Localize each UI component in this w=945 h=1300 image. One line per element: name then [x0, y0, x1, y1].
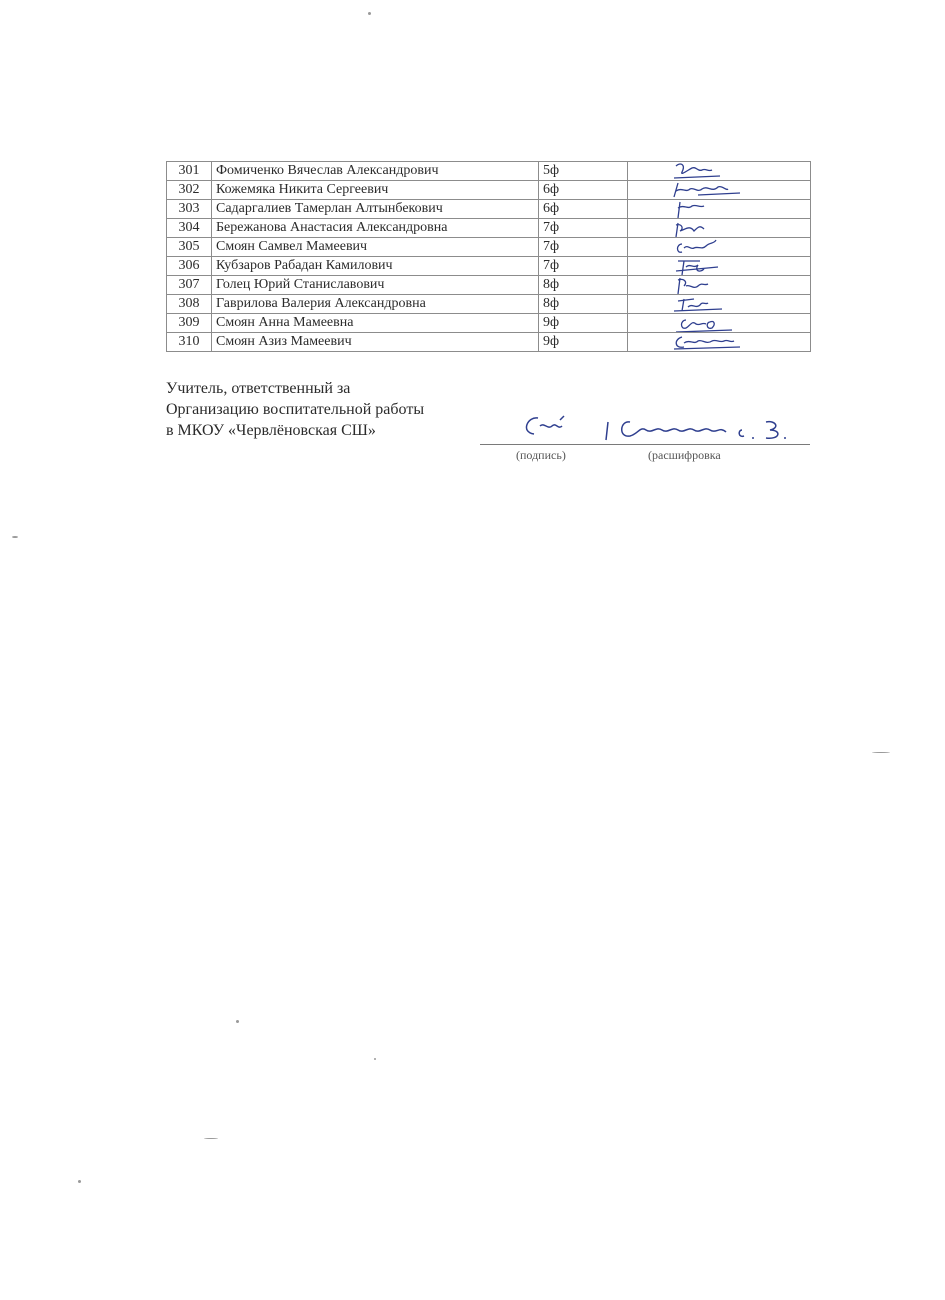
- row-number: 303: [167, 200, 212, 219]
- table-row: [167, 200, 811, 219]
- scan-speck: [368, 12, 371, 15]
- student-signature: [628, 295, 811, 314]
- student-signature: [628, 314, 811, 333]
- scan-speck: [872, 752, 890, 753]
- student-signature: [628, 162, 811, 181]
- class-cell: 9ф: [539, 333, 628, 352]
- handwritten-signature: [628, 200, 802, 219]
- table-row: [167, 238, 811, 257]
- student-name: Смоян Самвел Мамеевич: [212, 238, 539, 257]
- handwritten-signature: [628, 295, 802, 314]
- class-cell: 9ф: [539, 314, 628, 333]
- student-name: Бережанова Анастасия Александровна: [212, 219, 539, 238]
- table-row: [167, 295, 811, 314]
- scan-speck: [204, 1138, 218, 1139]
- signature-line: [480, 444, 810, 445]
- student-name: Смоян Азиз Мамеевич: [212, 333, 539, 352]
- table-row: [167, 257, 811, 276]
- class-cell: 7ф: [539, 257, 628, 276]
- handwritten-signature: [628, 219, 802, 238]
- student-name: Голец Юрий Станиславович: [212, 276, 539, 295]
- row-number: 310: [167, 333, 212, 352]
- handwritten-signature: [628, 162, 802, 181]
- student-name: Кубзаров Рабадан Камилович: [212, 257, 539, 276]
- student-name: Садаргалиев Тамерлан Алтынбекович: [212, 200, 539, 219]
- table-row: [167, 181, 811, 200]
- student-signature: [628, 238, 811, 257]
- student-signature: [628, 181, 811, 200]
- student-name: Кожемяка Никита Сергеевич: [212, 181, 539, 200]
- signature-caption: (подпись): [516, 448, 566, 462]
- handwritten-signature: [628, 314, 802, 333]
- scan-speck: [374, 1058, 376, 1060]
- class-cell: 7ф: [539, 219, 628, 238]
- row-number: 307: [167, 276, 212, 295]
- row-number: 304: [167, 219, 212, 238]
- handwritten-signature: [628, 276, 802, 295]
- decoding-caption: (расшифровка: [648, 448, 721, 462]
- student-signature: [628, 276, 811, 295]
- scan-speck: [236, 1020, 239, 1023]
- student-table: [166, 161, 811, 352]
- class-cell: 7ф: [539, 238, 628, 257]
- student-signature: [628, 257, 811, 276]
- student-name: Фомиченко Вячеслав Александрович: [212, 162, 539, 181]
- footer-line-1: Учитель, ответственный за: [166, 380, 351, 397]
- row-number: 308: [167, 295, 212, 314]
- row-number: 302: [167, 181, 212, 200]
- teacher-signature-area: [480, 408, 810, 468]
- row-number: 309: [167, 314, 212, 333]
- row-number: 305: [167, 238, 212, 257]
- class-cell: 8ф: [539, 276, 628, 295]
- row-number: 306: [167, 257, 212, 276]
- class-cell: 6ф: [539, 181, 628, 200]
- class-cell: 6ф: [539, 200, 628, 219]
- handwritten-signature: [628, 181, 802, 200]
- responsible-teacher-block: [166, 378, 424, 441]
- scan-speck: [78, 1180, 81, 1183]
- teacher-handwritten-signature: [480, 408, 810, 448]
- student-name: Смоян Анна Мамеевна: [212, 314, 539, 333]
- table-row: [167, 314, 811, 333]
- scan-speck: [12, 536, 18, 538]
- student-signature: [628, 219, 811, 238]
- table-row: [167, 333, 811, 352]
- student-signature: [628, 200, 811, 219]
- footer-line-3: в МКОУ «Червлёновская СШ»: [166, 422, 376, 439]
- footer-line-2: Организацию воспитательной работы: [166, 401, 425, 418]
- class-cell: 8ф: [539, 295, 628, 314]
- handwritten-signature: [628, 333, 802, 352]
- class-cell: 5ф: [539, 162, 628, 181]
- handwritten-signature: [628, 257, 802, 276]
- student-signature: [628, 333, 811, 352]
- table-row: [167, 219, 811, 238]
- row-number: 301: [167, 162, 212, 181]
- student-table-body: [167, 162, 811, 352]
- table-row: [167, 162, 811, 181]
- student-name: Гаврилова Валерия Александровна: [212, 295, 539, 314]
- table-row: [167, 276, 811, 295]
- handwritten-signature: [628, 238, 802, 257]
